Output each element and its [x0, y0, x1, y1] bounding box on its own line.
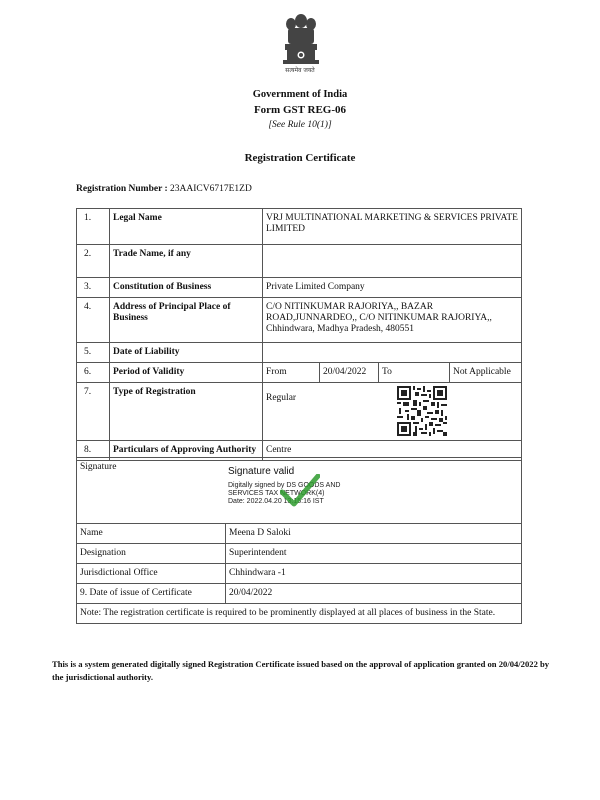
row-label: Particulars of Approving Authority	[110, 440, 263, 460]
rule-reference: [See Rule 10(1)]	[268, 120, 332, 130]
table-row	[77, 543, 522, 563]
signed-by-line: SERVICES TAX NETWORK(4)	[228, 490, 325, 497]
signature-valid-text: Signature valid	[228, 466, 295, 477]
qr-code	[397, 386, 447, 436]
table-row	[77, 298, 522, 343]
table-row	[77, 524, 522, 544]
emblem-motto: सत्यमेव जयते	[285, 67, 315, 74]
certificate-title: Registration Certificate	[244, 152, 356, 164]
table-row	[77, 362, 522, 382]
trade-name-value	[263, 245, 522, 278]
row-label: Designation	[77, 543, 226, 563]
table-row	[77, 563, 522, 583]
liability-date-value	[263, 343, 522, 363]
row-number: 3.	[77, 278, 110, 298]
validity-from-value: 20/04/2022	[320, 362, 379, 382]
validity-from-label: From	[263, 362, 320, 382]
row-label: Constitution of Business	[110, 278, 263, 298]
row-label: 9. Date of issue of Certificate	[77, 583, 226, 603]
row-label: Period of Validity	[110, 362, 263, 382]
row-label: Jurisdictional Office	[77, 563, 226, 583]
table-row	[77, 245, 522, 278]
row-number: 2.	[77, 245, 110, 278]
table-row	[77, 209, 522, 245]
row-label: Address of Principal Place of Business	[110, 298, 263, 343]
table-row	[77, 278, 522, 298]
legal-name-value: VRJ MULTINATIONAL MARKETING & SERVICES PRIVATE LIMITED	[263, 209, 522, 245]
validity-to-value: Not Applicable	[450, 362, 522, 382]
officer-name-value: Meena D Saloki	[226, 524, 522, 544]
issue-date-value: 20/04/2022	[226, 583, 522, 603]
table-row	[77, 583, 522, 603]
row-number: 8.	[77, 440, 110, 460]
constitution-value: Private Limited Company	[263, 278, 522, 298]
registration-number	[76, 184, 252, 194]
signature-label: Signature	[77, 458, 522, 524]
row-label: Legal Name	[110, 209, 263, 245]
government-heading: Government of India	[252, 89, 348, 100]
row-number: 6.	[77, 362, 110, 382]
note-text: Note: The registration certificate is required to be prominently displayed at all places of business in the State.	[77, 603, 522, 623]
row-label: Date of Liability	[110, 343, 263, 363]
table-row	[77, 343, 522, 363]
note-row	[77, 603, 522, 623]
registration-number-label: Registration Number :	[76, 184, 171, 194]
validity-to-label: To	[379, 362, 450, 382]
details-table	[76, 208, 522, 461]
row-number: 5.	[77, 343, 110, 363]
address-value: C/O NITINKUMAR RAJORIYA,, BAZAR ROAD,JUNNARDEO,, C/O NITINKUMAR RAJORIYA,, Chhindwara, Madhya Pradesh, 480551	[263, 298, 522, 343]
form-title: Form GST REG-06	[253, 104, 347, 116]
registration-number-value: 23AAICV6717E1ZD	[170, 184, 252, 194]
check-icon	[280, 474, 320, 508]
row-number: 4.	[77, 298, 110, 343]
row-label: Name	[77, 524, 226, 544]
signed-by-line: Digitally signed by DS GOODS AND	[228, 482, 341, 489]
row-number: 7.	[77, 382, 110, 440]
approving-authority-value: Centre	[263, 440, 522, 460]
designation-value: Superintendent	[226, 543, 522, 563]
registration-type-value: Regular	[263, 382, 522, 440]
row-label: Trade Name, if any	[110, 245, 263, 278]
row-label: Type of Registration	[110, 382, 263, 440]
jurisdictional-office-value: Chhindwara -1	[226, 563, 522, 583]
row-number: 1.	[77, 209, 110, 245]
signature-date: Date: 2022.04.20 13:15:16 IST	[228, 498, 324, 505]
table-row	[77, 382, 522, 440]
footer-statement: This is a system generated digitally signed Registration Certificate issued based on the approval of application granted on 20/04/2022 by the jurisdictional authority.	[52, 659, 550, 683]
